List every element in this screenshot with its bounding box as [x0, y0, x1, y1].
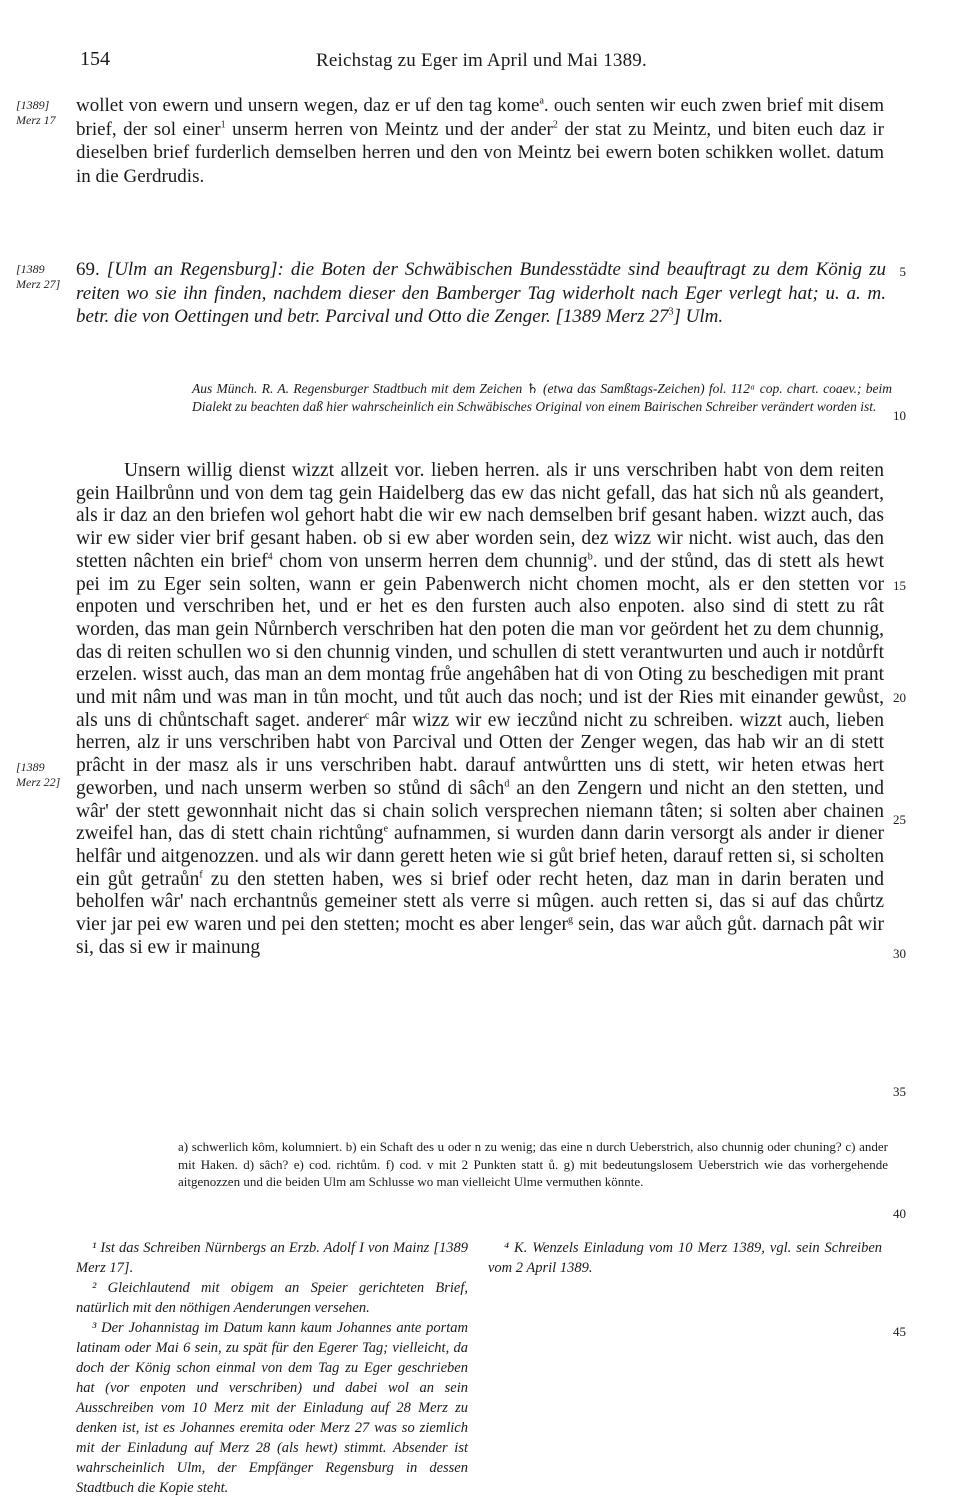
page-header [80, 48, 880, 72]
source-note: Aus Münch. R. A. Regensburger Stadtbuch mit dem Zeichen ♄ (etwa das Samßtags-Zeichen) fol. 112ᵃ cop. chart. coaev.; beim Dialekt zu beachten daß hier wahrscheinlich ein Schwäbisches Original von einem Bairischen Schreiber verändert worden ist. [192, 381, 892, 414]
line-number-45: 45 [893, 1324, 906, 1339]
footnote-3: ³ Der Johannistag im Datum kann kaum Johannes ante portam latinam oder Mai 6 sein, zu spät für den Egerer Tag; vielleicht, da doch der König schon einmal von dem Tag zu Eger geschrieben hat (vor enpoten und verschriben) und dabei wol an sein Ausschreiben vom 10 Merz mit der Einladung auf 28 Merz zu denken ist, ist es Johannes eremita oder Merz 27 was so ziemlich mit der Einladung auf Merz 28 (als hewt) stimmt. Absender ist wahrscheinlich Ulm, der Empfänger Regensburg in dessen Stadtbuch die Kopie steht. [76, 1320, 468, 1496]
margin-note-date-entry: [1389 Merz 27] [16, 262, 61, 291]
letter-conclusion: wollet von ewern und unsern wegen, daz er uf den tag kome$^a$. ouch senten wir euch zwen brief mit disem brief, der sol einer$^1$ unserm herren von Meintz und der ander$^2$ der stat zu Meintz, und biten euch daz ir dieselben brief furderlich demselben herren und den von Meintz bei ewern boten schikken wollet. datum in die Gerdrudis. [76, 95, 884, 187]
critical-apparatus: a) schwerlich kôm, kolumniert. b) ein Schaft des u oder n zu wenig; das eine n durch Ueberstrich, also chunnig oder chuning? c) ander mit Haken. d) sâch? e) cod. richtům. f) cod. v mit 2 Punkten statt ů. g) mit bedeutungslosem Ueberstrich wie das vorhergehende aitgenozzen und die beiden Ulm am Schlusse wo man vielleicht Ulme vermuthen könnte. [178, 1139, 888, 1189]
footnote-1: ¹ Ist das Schreiben Nürnbergs an Erzb. Adolf I von Mainz [1389 Merz 17]. [76, 1240, 468, 1276]
entry-heading: 69. [Ulm an Regensburg]: die Boten der Schwäbischen Bundesstädte sind beauftragt zu dem König zu reiten wo sie ihn finden, nachdem dieser den Bamberger Tag widerholt nach Eger verlegt hat; u. a. m. betr. die von Oettingen und betr. Parcival und Otto die Zenger. [1389 Merz $27^3$] Ulm. [76, 259, 886, 328]
footnote-4: ⁴ K. Wenzels Einladung vom 10 Merz 1389, vgl. sein Schreiben vom 2 April 1389. [488, 1240, 882, 1276]
footnotes-right-column [488, 1238, 882, 1278]
line-number-15: 15 [893, 578, 906, 593]
line-number-25: 25 [893, 812, 906, 827]
margin-note-date-top: [1389] Merz 17 [16, 98, 56, 127]
margin-note-date-mid: [1389 Merz 22] [16, 760, 61, 789]
footnote-2: ² Gleichlautend mit obigem an Speier gerichteten Brief, natürlich mit den nöthigen Aenderungen versehen. [76, 1280, 468, 1316]
line-number-5: 5 [899, 264, 906, 279]
line-number-40: 40 [893, 1206, 906, 1221]
running-title: Reichstag zu Eger im April und Mai 1389. [316, 50, 647, 71]
line-number-35: 35 [893, 1084, 906, 1099]
letter-body [76, 460, 884, 959]
footnotes-left-column [76, 1238, 468, 1498]
page-number: 154 [80, 48, 110, 70]
line-number-30: 30 [893, 946, 906, 961]
line-number-10: 10 [893, 408, 906, 423]
letter-paragraph: Unsern willig dienst wizzt allzeit vor. lieben herren. als ir uns verschriben habt von dem reiten gein Hailbrůnn und von dem tag gein Haidelberg das ew das nicht gefall, das hat sich nů als geandert, als ir daz an den briefen wol gehort habt die wir ew nach demselben brif gesant haben. wizzt auch, das wir ew sider vier brif gesant haben. ob si ew aber worden sein, dez wizz wir nicht. wist auch, das den stetten nâchten ein brief$^4$ chom von unserm herren dem chunnig$^b$. und der stůnd, das di stett als hewt pei im zu Eger sein solten, wann er gein Pabenwerch nicht chomen mocht, als er den stetten vor enpoten und verschriben het, und er het es den fursten auch also enpoten. also sind di stett zu rât worden, das man gein Nůrnberch verschriben hat den poten die man vor geördent het zu dem chunnig, das di reiten schullen wo si den chunnig vinden, und schullen di stett verantwurten und auch ir notdůrft erzelen. wisst auch, das man an dem montag frůe angehâben hat di von Oting zu beschedigen mit prant und mit nâm und was man in tůn mocht, und tůt auch das noch; und ist der Ries mit einander gewůst, als uns di chůntschaft saget. anderer$^c$ mâr wizz wir ew ieczůnd nicht zu schreiben. wizzt auch, lieben herren, alz ir uns verschriben habt von Parcival und Otten der Zenger wegen, das hab wir an di stett prâcht in der masz als ir uns verschriben habt. darauf antwůrtten uns di stett, wir heten etwas hert geworben, und nach unserm werben so stůnd di sâch$^d$ an den Zengern und nicht an den stetten, und wâr' der stett gewonnhait nicht das si chain solich versprechen niemann tâten; si solten aber chainen zweifel han, das di stett chain richtůng$^e$ aufnammen, si wurden dann darin versorgt als ander ir diener helfâr und aitgenozzen. und als wir dann gerett heten wie si gůt brief heten, darauf retten si, si scholten ein gůt getraůn$^f$ zu den stetten haben, wes si brief oder recht heten, daz man in darin beraten und beholfen wâr' nach erchantnůs gemeiner stett als verre si mûgen. auch retten si, das si auf das chůrtz vier jar pei ew waren und pei den stetten; mocht es aber lenger$^g$ sein, das war aůch gůt. darnach pât wir si, das si ew ir mainung [76, 460, 885, 958]
entry-number: 69. [76, 259, 100, 280]
line-number-20: 20 [893, 690, 906, 705]
